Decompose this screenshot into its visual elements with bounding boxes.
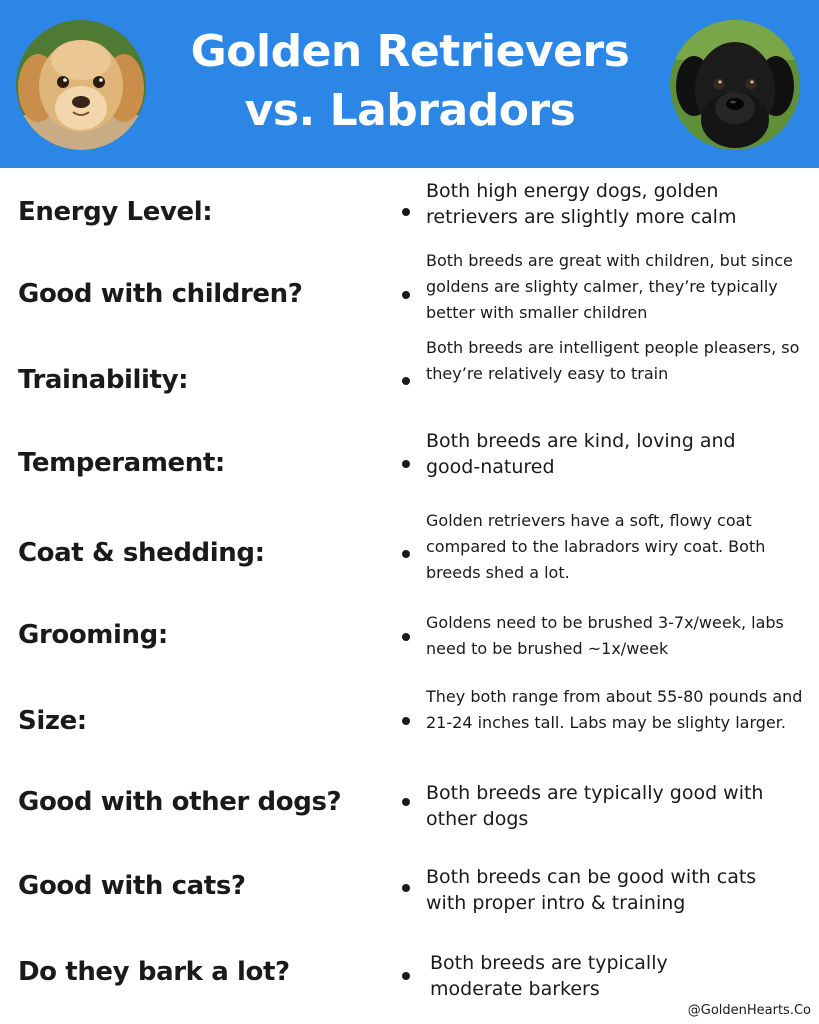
row-description: Both breeds can be good with cats with proper intro & training [426, 866, 757, 914]
black-lab-puppy-illustration [670, 20, 800, 150]
row-label: Grooming: [18, 620, 168, 650]
bullet-point [402, 460, 410, 468]
row-description: Both high energy dogs, golden retrievers are slightly more calm [426, 180, 737, 228]
golden-puppy-illustration [16, 20, 146, 150]
bullet-point [402, 208, 410, 216]
row-label: Temperament: [18, 448, 225, 478]
row-label: Coat & shedding: [18, 538, 265, 568]
bullet-point [402, 972, 410, 980]
bullet-point [402, 633, 410, 641]
row-description: Both breeds are great with children, but since goldens are slighty calmer, they’re typically better with smaller children [426, 251, 793, 322]
row-description: Both breeds are typically moderate barkers [430, 952, 668, 1000]
row-description: They both range from about 55-80 pounds and 21-24 inches tall. Labs may be slighty larger. [426, 687, 803, 732]
bullet-point [402, 291, 410, 299]
row-label: Good with cats? [18, 871, 246, 901]
bullet-point [402, 377, 410, 385]
title-line-2: vs. Labradors [244, 85, 576, 136]
row-description: Golden retrievers have a soft, flowy coat compared to the labradors wiry coat. Both breeds shed a lot. [426, 511, 766, 582]
bullet-point [402, 884, 410, 892]
row-description: Goldens need to be brushed 3-7x/week, labs need to be brushed ~1x/week [426, 613, 784, 658]
row-label: Size: [18, 706, 87, 736]
row-label: Good with other dogs? [18, 787, 342, 817]
row-label: Do they bark a lot? [18, 957, 290, 987]
row-label: Trainability: [18, 365, 189, 395]
row-description: Both breeds are kind, loving and good-natured [426, 430, 736, 478]
bullet-point [402, 717, 410, 725]
bullet-point [402, 550, 410, 558]
row-description: Both breeds are intelligent people pleasers, so they’re relatively easy to train [426, 338, 800, 383]
golden-retriever-puppy-image [16, 20, 146, 150]
bullet-point [402, 798, 410, 806]
row-label: Energy Level: [18, 197, 213, 227]
header-banner [0, 0, 819, 168]
row-description: Both breeds are typically good with other dogs [426, 782, 764, 830]
credit-handle: @GoldenHearts.Co [687, 1003, 811, 1018]
title-line-1: Golden Retrievers [190, 26, 630, 77]
page-title [160, 22, 660, 140]
row-label: Good with children? [18, 279, 303, 309]
black-labrador-puppy-image [670, 20, 800, 150]
